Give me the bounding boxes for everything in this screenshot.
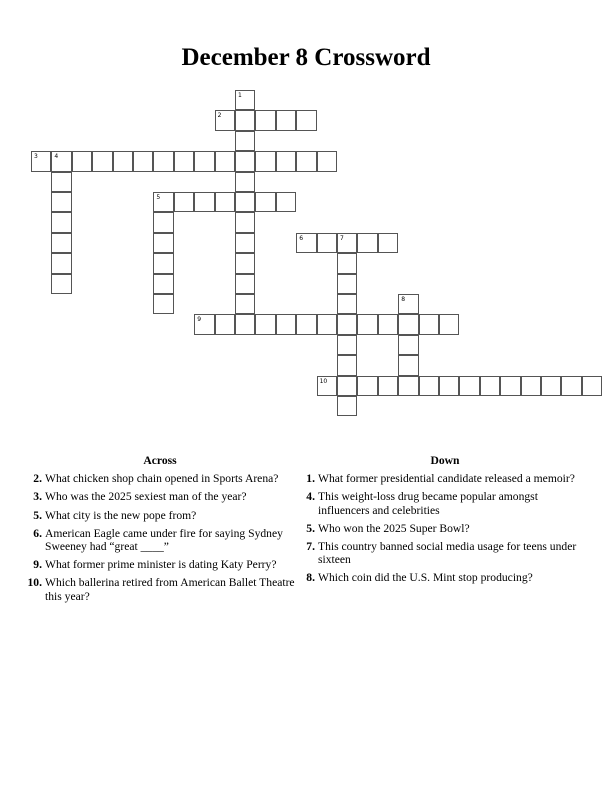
grid-cell[interactable] <box>521 376 541 396</box>
clue-text: Who won the 2025 Super Bowl? <box>318 521 470 535</box>
grid-cell[interactable] <box>296 110 316 130</box>
clue-text: What city is the new pope from? <box>45 508 197 522</box>
across-clue <box>20 576 300 602</box>
down-clue <box>300 571 590 584</box>
grid-cell[interactable] <box>296 151 316 171</box>
clue-number: 7 <box>340 234 344 242</box>
clue-number: 10. <box>27 576 42 590</box>
down-clue <box>300 472 590 485</box>
grid-cell[interactable] <box>215 192 235 212</box>
grid-cell[interactable] <box>296 314 316 334</box>
page-title: December 8 Crossword <box>181 44 431 71</box>
grid-cell[interactable] <box>337 294 357 314</box>
grid-cell[interactable] <box>153 274 173 294</box>
clue-text: Who was the 2025 sexiest man of the year? <box>45 490 247 504</box>
grid-cell[interactable] <box>92 151 112 171</box>
grid-cell[interactable] <box>459 376 479 396</box>
grid-cell[interactable] <box>398 314 418 334</box>
grid-cell[interactable] <box>337 274 357 294</box>
grid-cell[interactable] <box>215 110 235 130</box>
across-clue <box>20 527 300 553</box>
grid-cell[interactable] <box>378 376 398 396</box>
across-clue <box>20 509 300 522</box>
grid-cell[interactable] <box>113 151 133 171</box>
grid-cell[interactable] <box>235 233 255 253</box>
grid-cell[interactable] <box>153 192 173 212</box>
clue-number: 2. <box>33 472 42 486</box>
clue-number: 7. <box>306 540 315 554</box>
grid-cell[interactable] <box>215 151 235 171</box>
grid-cell[interactable] <box>255 314 275 334</box>
clue-text: What former prime minister is dating Katy Perry? <box>45 558 277 572</box>
grid-cell[interactable] <box>51 172 71 192</box>
grid-cell[interactable] <box>194 151 214 171</box>
grid-cell[interactable] <box>296 233 316 253</box>
grid-cell[interactable] <box>378 233 398 253</box>
grid-cell[interactable] <box>480 376 500 396</box>
clue-text: Which coin did the U.S. Mint stop producing? <box>318 571 533 585</box>
clue-text: This country banned social media usage for teens under sixteen <box>318 540 577 567</box>
grid-cell[interactable] <box>235 314 255 334</box>
grid-cell[interactable] <box>255 151 275 171</box>
grid-cell[interactable] <box>235 90 255 110</box>
grid-cell[interactable] <box>541 376 561 396</box>
down-clues <box>300 454 590 590</box>
clue-text: What chicken shop chain opened in Sports Arena? <box>45 472 279 486</box>
grid-cell[interactable] <box>317 151 337 171</box>
grid-cell[interactable] <box>235 253 255 273</box>
clue-number: 9. <box>33 558 42 572</box>
down-clue <box>300 490 590 516</box>
clue-number: 2 <box>217 112 222 120</box>
grid-cell[interactable] <box>235 151 255 171</box>
grid-cell[interactable] <box>235 172 255 192</box>
grid-cell[interactable] <box>51 212 71 232</box>
grid-cell[interactable] <box>398 376 418 396</box>
grid-cell[interactable] <box>337 355 357 375</box>
clue-number: 5 <box>156 194 161 201</box>
grid-cell[interactable] <box>215 314 235 334</box>
clue-text: This weight-loss drug became popular amongst influencers and celebrities <box>318 490 538 517</box>
grid-cell[interactable] <box>357 233 377 253</box>
grid-cell[interactable] <box>174 151 194 171</box>
grid-cell[interactable] <box>51 253 71 273</box>
grid-cell[interactable] <box>235 110 255 130</box>
grid-cell[interactable] <box>561 376 581 396</box>
grid-cell[interactable] <box>255 192 275 212</box>
clue-number: 5. <box>306 521 315 535</box>
grid-cell[interactable] <box>276 110 296 130</box>
grid-cell[interactable] <box>174 192 194 212</box>
grid-cell[interactable] <box>378 314 398 334</box>
grid-cell[interactable] <box>582 376 602 396</box>
clue-number: 1. <box>306 472 315 486</box>
clue-text: Which ballerina retired from American Ballet Theatre this year? <box>45 576 295 603</box>
grid-cell[interactable] <box>133 151 153 171</box>
clue-number: 3 <box>34 153 38 161</box>
grid-cell[interactable] <box>337 233 357 253</box>
grid-cell[interactable] <box>398 335 418 355</box>
grid-cell[interactable] <box>276 314 296 334</box>
grid-cell[interactable] <box>419 376 439 396</box>
across-clue <box>20 472 300 485</box>
clue-number: 8. <box>306 571 315 585</box>
grid-cell[interactable] <box>276 151 296 171</box>
grid-cell[interactable] <box>500 376 520 396</box>
grid-cell[interactable] <box>31 151 51 171</box>
grid-cell[interactable] <box>398 294 418 314</box>
grid-cell[interactable] <box>194 314 214 334</box>
clue-number: 4 <box>54 153 59 161</box>
grid-cell[interactable] <box>337 335 357 355</box>
grid-cell[interactable] <box>153 253 173 273</box>
grid-cell[interactable] <box>153 294 173 314</box>
across-clue <box>20 558 300 571</box>
grid-cell[interactable] <box>51 151 71 171</box>
across-heading: Across <box>143 454 177 467</box>
grid-cell[interactable] <box>419 314 439 334</box>
grid-cell[interactable] <box>317 314 337 334</box>
across-clue <box>20 490 300 503</box>
grid-cell[interactable] <box>337 314 357 334</box>
grid-cell[interactable] <box>153 212 173 232</box>
grid-cell[interactable] <box>235 212 255 232</box>
grid-cell[interactable] <box>255 110 275 130</box>
grid-cell[interactable] <box>317 376 337 396</box>
grid-cell[interactable] <box>235 131 255 151</box>
clue-number: 4. <box>306 490 315 504</box>
clue-number: 10 <box>319 377 328 385</box>
grid-cell[interactable] <box>235 274 255 294</box>
clue-number: 1 <box>238 92 242 99</box>
clue-number: 9 <box>197 316 202 324</box>
grid-cell[interactable] <box>153 151 173 171</box>
grid-cell[interactable] <box>398 355 418 375</box>
grid-cell[interactable] <box>72 151 92 171</box>
down-clue <box>300 540 590 566</box>
clue-text: What former presidential candidate released a memoir? <box>318 472 575 486</box>
down-clue <box>300 522 590 535</box>
grid-cell[interactable] <box>235 192 255 212</box>
across-clues <box>20 454 300 608</box>
grid-cell[interactable] <box>51 233 71 253</box>
clue-number: 3. <box>33 490 42 504</box>
clue-text: American Eagle came under fire for saying Sydney Sweeney had “great ____” <box>45 526 283 554</box>
grid-cell[interactable] <box>337 376 357 396</box>
grid-cell[interactable] <box>337 396 357 416</box>
clue-number: 6. <box>33 526 42 540</box>
grid-cell[interactable] <box>357 314 377 334</box>
grid-cell[interactable] <box>194 192 214 212</box>
down-heading: Down <box>430 454 460 467</box>
grid-cell[interactable] <box>357 376 377 396</box>
grid-cell[interactable] <box>51 192 71 212</box>
grid-cell[interactable] <box>153 233 173 253</box>
grid-cell[interactable] <box>235 294 255 314</box>
clue-number: 8 <box>401 296 406 303</box>
grid-cell[interactable] <box>337 253 357 273</box>
grid-cell[interactable] <box>317 233 337 253</box>
grid-cell[interactable] <box>276 192 296 212</box>
clue-number: 5. <box>33 508 42 522</box>
clue-number: 6 <box>299 234 304 242</box>
grid-cell[interactable] <box>439 314 459 334</box>
grid-cell[interactable] <box>51 274 71 294</box>
grid-cell[interactable] <box>439 376 459 396</box>
